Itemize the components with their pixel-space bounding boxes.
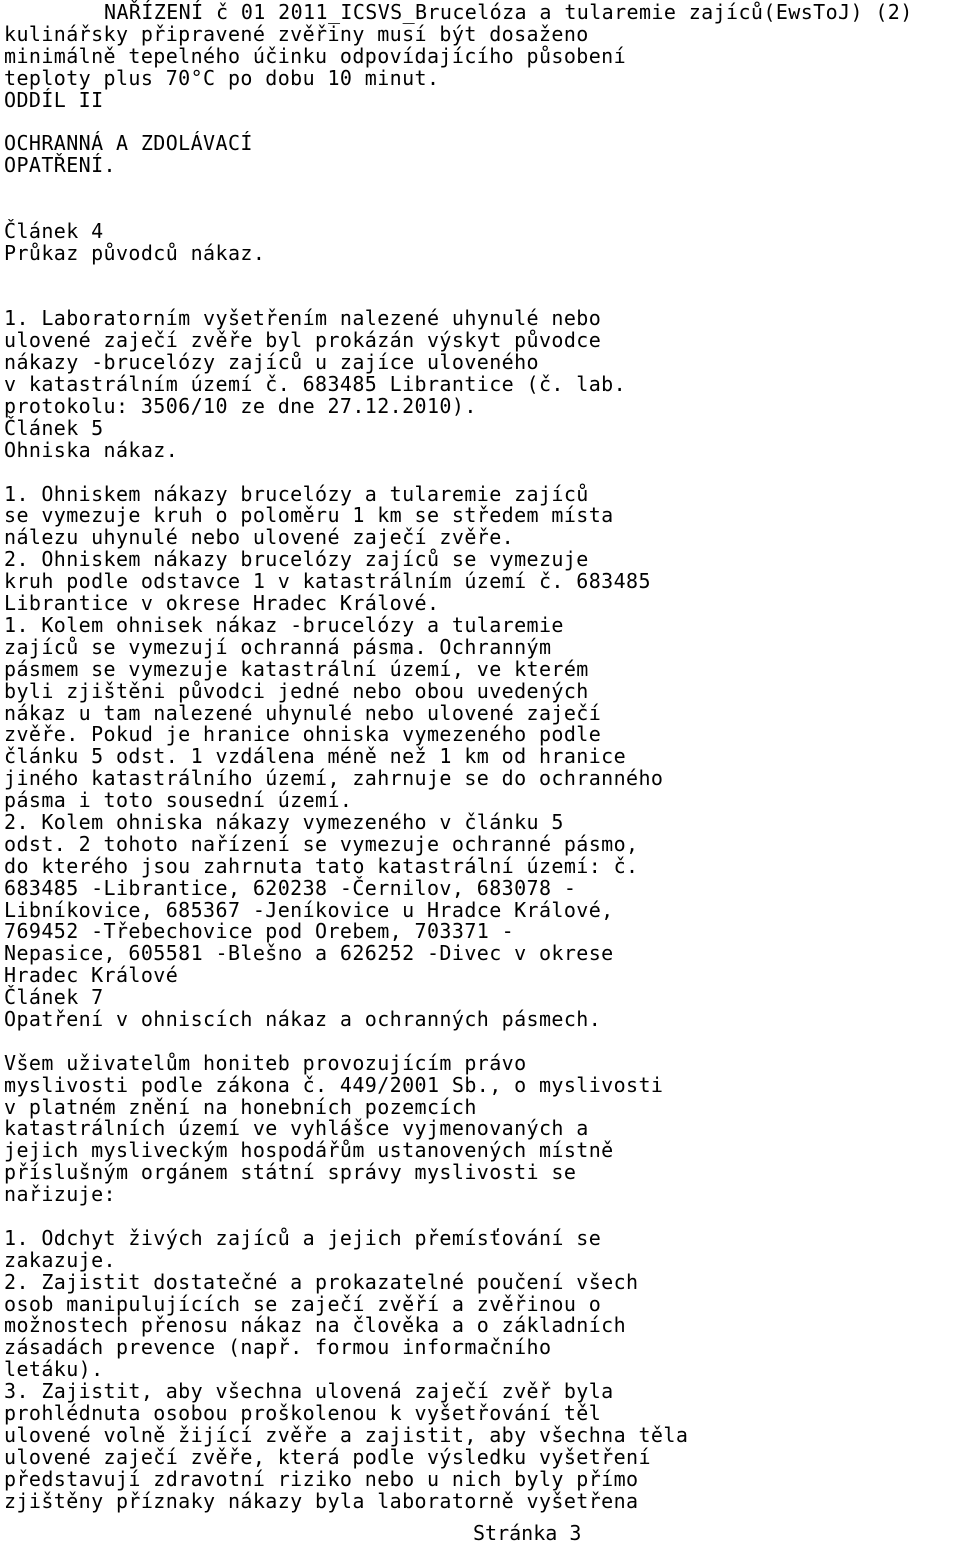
text-line: 769452 -Třebechovice pod Orebem, 703371 - — [4, 919, 515, 944]
text-line: 2. Zajistit dostatečné a prokazatelné poučení všech — [4, 1269, 639, 1294]
text-line: Nepasice, 605581 -Blešno a 626252 -Divec v okrese — [4, 941, 614, 966]
text-line: Hradec Králové — [4, 963, 179, 988]
page-footer: Stránka 3 — [473, 1521, 582, 1545]
text-line: Článek 7 — [4, 985, 104, 1010]
text-line: se vymezuje kruh o poloměru 1 km se středem místa — [4, 503, 614, 528]
text-line: zakazuje. — [4, 1247, 116, 1272]
text-line: Opatření v ohniscích nákaz a ochranných pásmech. — [4, 1006, 602, 1031]
text-line: 1. Laboratorním vyšetřením nalezené uhynulé nebo — [4, 306, 602, 331]
text-line: možnostech přenosu nákaz na člověka a o základních — [4, 1313, 627, 1338]
text-line: jiného katastrálního území, zahrnuje se do ochranného — [4, 766, 664, 791]
text-line: Libníkovice, 685367 -Jeníkovice u Hradce Králové, — [4, 897, 614, 922]
text-line: Všem uživatelům honiteb provozujícím právo — [4, 1050, 527, 1075]
text-line: Ohniska nákaz. — [4, 437, 179, 462]
text-line: 3. Zajistit, aby všechna ulovená zaječí zvěř byla — [4, 1379, 614, 1404]
blank-line — [4, 177, 956, 199]
text-line: představují zdravotní riziko nebo u nich byly přímo — [4, 1466, 639, 1491]
text-line: Průkaz původců nákaz. — [4, 240, 266, 265]
text-line: OPATŘENÍ. — [4, 153, 116, 178]
text-line: zjištěny příznaky nákazy byla laboratorně vyšetřena — [4, 1488, 639, 1513]
text-line: kruh podle odstavce 1 v katastrálním území č. 683485 — [4, 569, 651, 594]
text-line: ulovené volně žijící zvěře a zajistit, aby všechna těla — [4, 1422, 689, 1447]
text-line: odst. 2 tohoto nařízení se vymezuje ochranné pásmo, — [4, 831, 639, 856]
text-line: do kterého jsou zahrnuta tato katastrální území: č. — [4, 853, 639, 878]
text-line: kulinářsky připravené zvěřiny musí být dosaženo — [4, 21, 589, 46]
blank-line — [4, 287, 956, 309]
text-line: příslušným orgánem státní správy myslivosti se — [4, 1160, 577, 1185]
document-header: NAŘÍZENÍ č 01 2011_ICSVS_Brucelóza a tularemie zajíců(EwsToJ) (2) — [104, 0, 913, 24]
text-line: protokolu: 3506/10 ze dne 27.12.2010). — [4, 394, 477, 419]
text-line: 1. Ohniskem nákazy brucelózy a tularemie zajíců — [4, 481, 589, 506]
text-line: letáku). — [4, 1357, 104, 1382]
text-line: pásma i toto sousední území. — [4, 788, 353, 813]
blank-line — [4, 1031, 956, 1053]
blank-line — [4, 1206, 956, 1228]
text-line: Článek 4 — [4, 218, 104, 243]
text-line: nařizuje: — [4, 1182, 116, 1207]
text-line: Librantice v okrese Hradec Králové. — [4, 591, 440, 616]
text-line: pásmem se vymezuje katastrální území, ve kterém — [4, 656, 589, 681]
text-line: jejich mysliveckým hospodářům ustanovených místně — [4, 1138, 614, 1163]
document-body — [4, 21, 956, 1513]
text-line: ulovené zaječí zvěře, která podle výsledku vyšetření — [4, 1444, 651, 1469]
text-line: 2. Ohniskem nákazy brucelózy zajíců se vymezuje — [4, 547, 589, 572]
text-line: katastrálních území ve vyhlášce vyjmenovaných a — [4, 1116, 589, 1141]
text-line: ulovené zaječí zvěře byl prokázán výskyt původce — [4, 328, 602, 353]
blank-line — [4, 111, 956, 133]
text-line: 1. Odchyt živých zajíců a jejich přemísťování se — [4, 1225, 602, 1250]
text-line: zásadách prevence (např. formou informačního — [4, 1335, 552, 1360]
text-line: 2. Kolem ohniska nákazy vymezeného v článku 5 — [4, 809, 564, 834]
text-line: v platném znění na honebních pozemcích — [4, 1094, 477, 1119]
text-line: článku 5 odst. 1 vzdálena méně než 1 km od hranice — [4, 744, 627, 769]
text-line: nálezu uhynulé nebo ulovené zaječí zvěře. — [4, 525, 515, 550]
text-line: nákazy -brucelózy zajíců u zajíce uloveného — [4, 350, 539, 375]
text-line: v katastrálním území č. 683485 Librantice (č. lab. — [4, 372, 627, 397]
blank-line — [4, 265, 956, 287]
document-page — [4, 2, 956, 1512]
text-line: osob manipulujících se zaječí zvěří a zvěřinou o — [4, 1291, 602, 1316]
text-line: ODDÍL II — [4, 87, 104, 112]
text-line: teploty plus 70°C po dobu 10 minut. — [4, 65, 440, 90]
text-line: OCHRANNÁ A ZDOLÁVACÍ — [4, 131, 253, 156]
text-line: Článek 5 — [4, 415, 104, 440]
blank-line — [4, 199, 956, 221]
text-line: minimálně tepelného účinku odpovídajícího působení — [4, 43, 627, 68]
text-line: 1. Kolem ohnisek nákaz -brucelózy a tularemie — [4, 612, 564, 637]
text-line: zajíců se vymezují ochranná pásma. Ochranným — [4, 634, 552, 659]
text-line: zvěře. Pokud je hranice ohniska vymezeného podle — [4, 722, 602, 747]
text-line: 683485 -Librantice, 620238 -Černilov, 683078 - — [4, 875, 577, 900]
text-line: byli zjištěni původci jedné nebo obou uvedených — [4, 678, 589, 703]
blank-line — [4, 462, 956, 484]
text-line: prohlédnuta osobou proškolenou k vyšetřování těl — [4, 1401, 602, 1425]
text-line: myslivosti podle zákona č. 449/2001 Sb., o myslivosti — [4, 1072, 664, 1097]
text-line: nákaz u tam nalezené uhynulé nebo ulovené zaječí — [4, 700, 602, 725]
